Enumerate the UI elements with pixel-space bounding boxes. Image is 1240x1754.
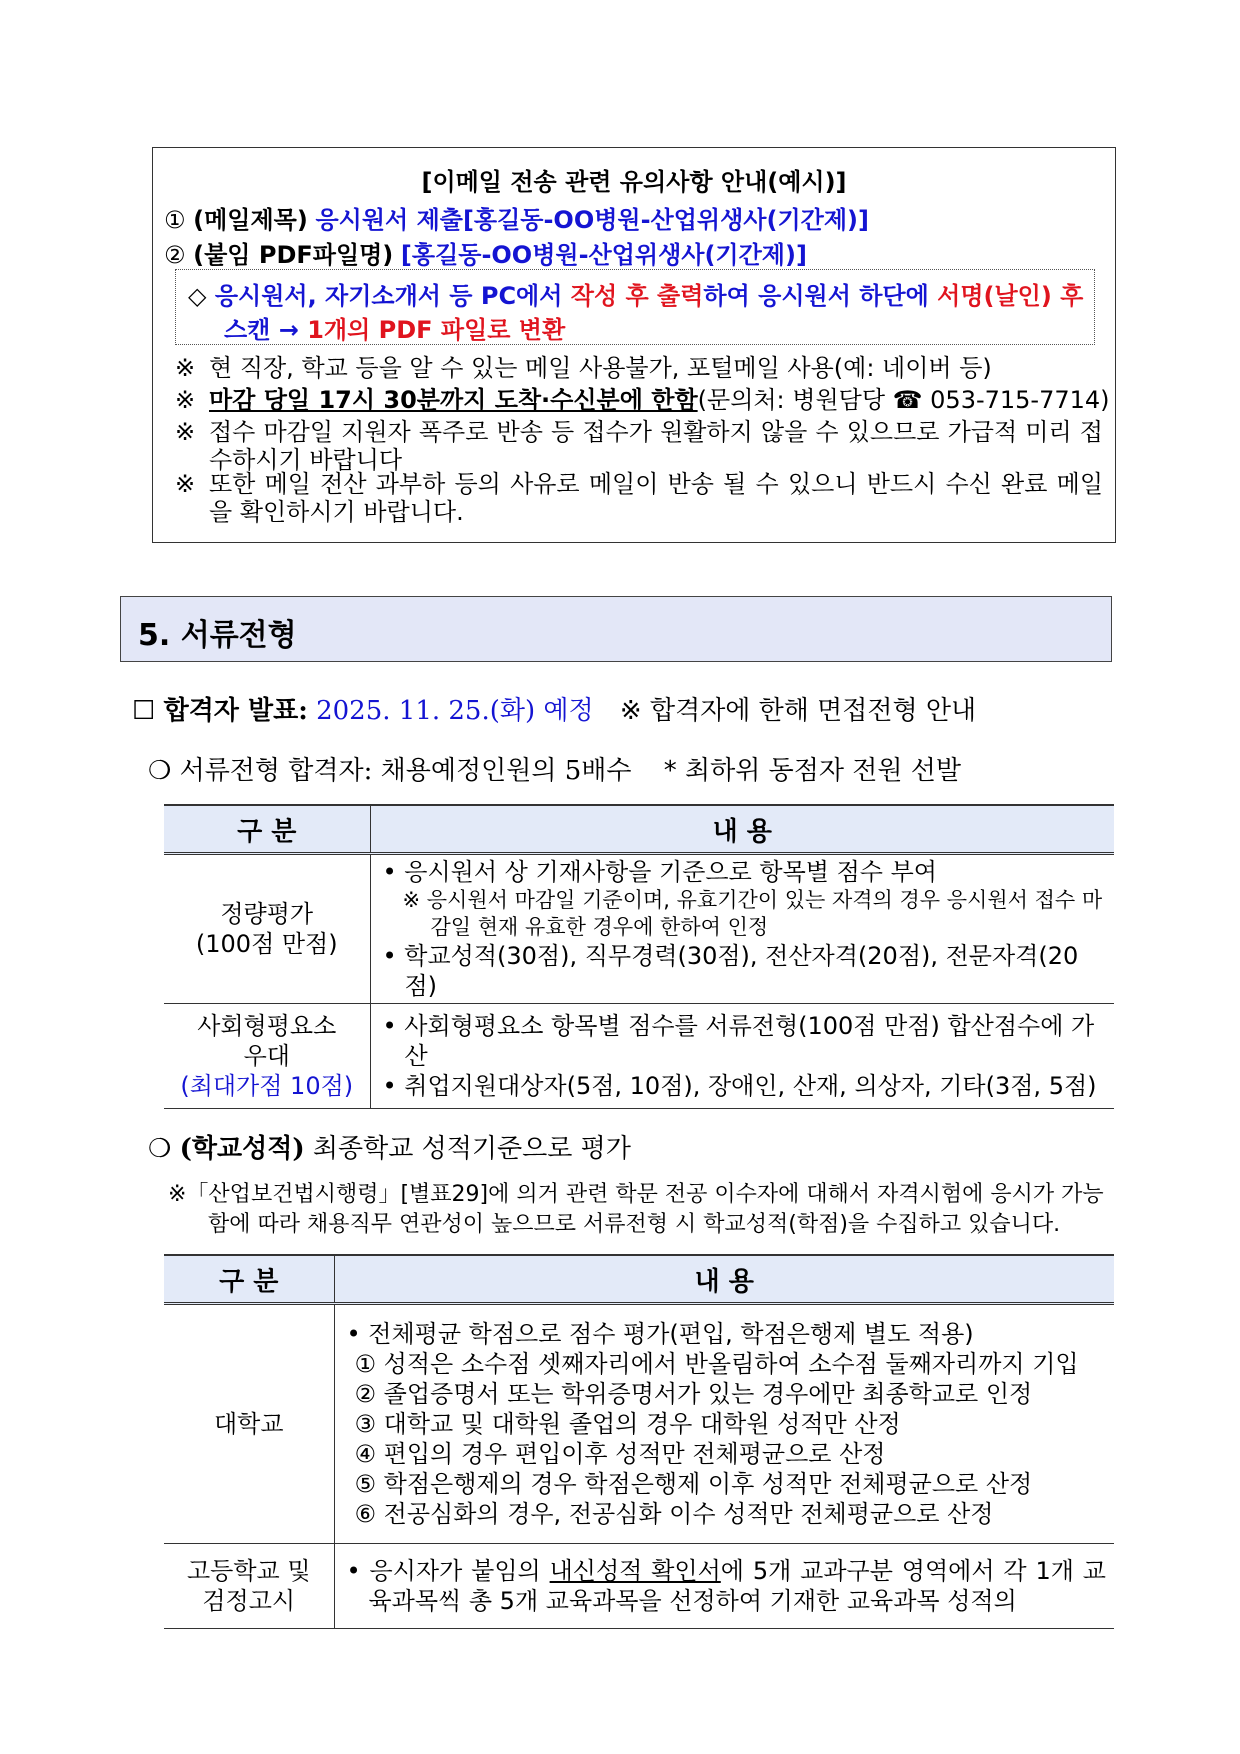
mail-subject-value: 응시원서 제출[홍길동-OO병원-산업위생사(기간제)] xyxy=(315,206,869,234)
evaluation-table xyxy=(164,804,1114,1109)
table-header-row: 구 분 내 용 xyxy=(164,1255,1114,1304)
email-notice-title: [이메일 전송 관련 유의사항 안내(예시)] xyxy=(421,168,847,196)
circle-bullet-icon: ❍ xyxy=(148,1134,172,1164)
note-deadline: ※ 마감 당일 17시 30분까지 도착·수신분에 한함(문의처: 병원담당 ☎ 053-715-7714) xyxy=(175,386,1110,414)
announcement-date: 2025. 11. 25.(화) 예정 xyxy=(316,696,594,726)
instruction-box xyxy=(175,269,1095,345)
email-notice-box xyxy=(152,147,1116,543)
note-mail-usage: ※ 현 직장, 학교 등을 알 수 있는 메일 사용불가, 포털메일 사용(예: 네이버 등) xyxy=(175,354,992,382)
school-eval-note: ※「산업보건법시행령」[별표29]에 의거 관련 학문 전공 이수자에 대해서 자격시험에 응시가 가능함에 따라 채용직무 연관성이 높으므로 서류전형 시 학교성적(학점)을 수집하고 있습니다. xyxy=(168,1182,1104,1237)
instruction-line-1: ◇ 응시원서, 자기소개서 등 PC에서 작성 후 출력하여 응시원서 하단에 서명(날인) 후 xyxy=(188,282,1084,310)
attachment-line: ② (붙임 PDF파일명) [홍길동-OO병원-산업위생사(기간제)] xyxy=(164,241,807,269)
table-row: 사회형평요소 우대 (최대가점 10점) • 사회형평요소 항목별 점수를 서류전형(100점 만점) 합산점수에 가산 • 취업지원대상자(5점, 10점), 장애인, 산재, 의상자, 기타(3점, 5점) xyxy=(164,1004,1114,1109)
note-confirmation: ※ 또한 메일 전산 과부하 등의 사유로 메일이 반송 될 수 있으니 반드시 수신 완료 메일을 확인하시기 바랍니다. xyxy=(175,470,1103,526)
circle-bullet-icon: ❍ xyxy=(148,756,172,786)
table-row: 고등학교 및 검정고시 • 응시자가 붙임의 내신성적 확인서에 5개 교과구분 영역에서 각 1개 교육과목씩 총 5개 교육과목을 선정하여 기재한 교육과목 성적의 xyxy=(164,1544,1114,1629)
instruction-line-2: 스캔 → 1개의 PDF 파일로 변환 xyxy=(224,316,566,344)
table-header-row: 구 분 내 용 xyxy=(164,805,1114,854)
checkbox-icon: ☐ xyxy=(132,696,156,726)
table-row: 정량평가 (100점 만점) • 응시원서 상 기재사항을 기준으로 항목별 점수 부여 ※ 응시원서 마감일 기준이며, 유효기간이 있는 자격의 경우 응시원서 접수 마감일 현재 유효한 경우에 한하여 인정 • 학교성적(30점), 직무경력(30점), 전산자격(20점), 전문자격(20점) xyxy=(164,854,1114,1004)
mail-subject-line: ① (메일제목) 응시원서 제출[홍길동-OO병원-산업위생사(기간제)] xyxy=(164,206,869,234)
section-title: 5. 서류전형 xyxy=(138,618,297,653)
note-early-submission: ※ 접수 마감일 지원자 폭주로 반송 등 접수가 원활하지 않을 수 있으므로 가급적 미리 접수하시기 바랍니다 xyxy=(175,418,1103,474)
section-header xyxy=(120,596,1112,662)
school-grade-table xyxy=(164,1254,1114,1629)
table-row: 대학교 • 전체평균 학점으로 점수 평가(편입, 학점은행제 별도 적용) ① 성적은 소수점 셋째자리에서 반올림하여 소수점 둘째자리까지 기입 ② 졸업증명서 또는 학위증명서가 있는 경우에만 최종학교로 인정 ③ 대학교 및 대학원 졸업의 경우 대학원 성적만 산정 ④ 편입의 경우 편입이후 성적만 전체평균으로 산정 ⑤ 학점은행제의 경우 학점은행제 이후 성적만 전체평균으로 산정 ⑥ 전공심화의 경우, 전공심화 이수 성적만 전체평균으로 산정 xyxy=(164,1304,1114,1544)
screening-line: ❍ 서류전형 합격자: 채용예정인원의 5배수 * 최하위 동점자 전원 선발 xyxy=(148,756,962,786)
school-eval-line: ❍ (학교성적) 최종학교 성적기준으로 평가 xyxy=(148,1134,631,1164)
attachment-value: [홍길동-OO병원-산업위생사(기간제)] xyxy=(400,241,807,269)
announcement-line: ☐ 합격자 발표: 2025. 11. 25.(화) 예정 ※ 합격자에 한해 면접전형 안내 xyxy=(132,696,977,726)
